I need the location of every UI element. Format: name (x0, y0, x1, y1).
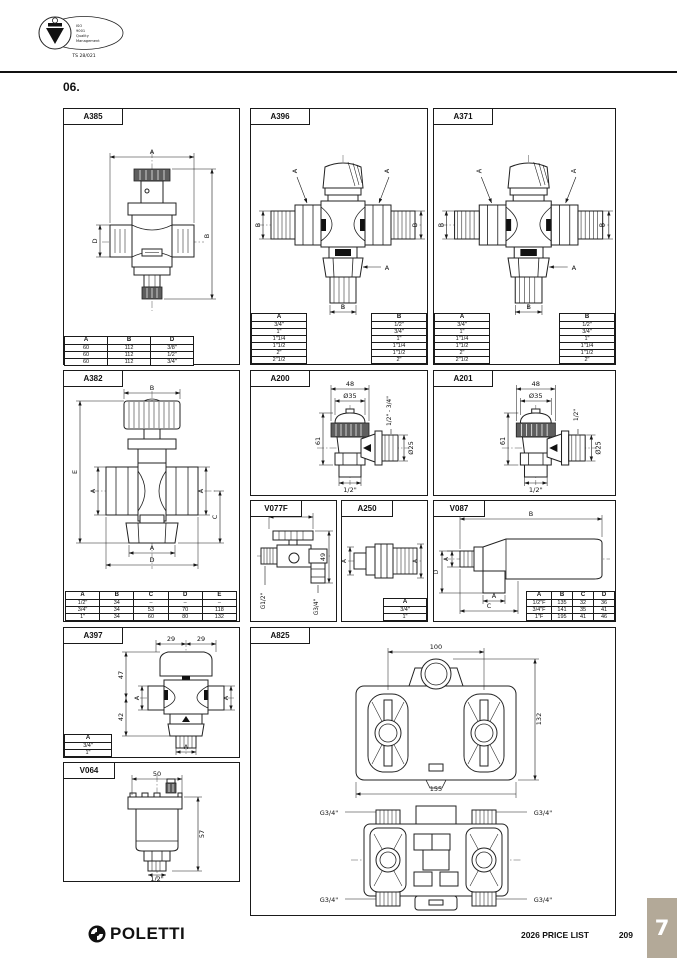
panel-v087 (433, 500, 616, 622)
certification-badge (36, 14, 128, 62)
dim-label: 47 (117, 670, 125, 680)
panel-a385-label: A385 (64, 109, 123, 125)
a385-drawing (64, 109, 239, 364)
panel-a250-label: A250 (342, 501, 393, 517)
a382-dim-table: A B C D E 1/2" 34 – – – 3/4" 34 53 70 118 1" 34 60 80 132 (65, 591, 237, 621)
dim-label: 61 (314, 436, 322, 446)
badge-line2: 9001 (76, 29, 86, 33)
dim-label: 50 (152, 770, 162, 778)
dim-label: A (149, 544, 155, 552)
a371-table-b: B 1/2" 3/4" 1" 1"1/4 1"1/2 2" (559, 313, 615, 364)
dim-label: B (528, 510, 534, 518)
dim-label: 49 (319, 552, 327, 562)
dim-label: A (342, 559, 348, 563)
dim-label: 57 (198, 829, 206, 839)
panel-a385 (63, 108, 240, 365)
dim-label: 1/2" (528, 486, 543, 494)
panel-v077f-label: V077F (251, 501, 302, 517)
panel-a396 (250, 108, 428, 365)
dim-label: A (183, 743, 189, 751)
badge-line1: ISO (76, 24, 83, 28)
panel-a396-label: A396 (251, 109, 310, 125)
dim-label: G3/4" (319, 809, 339, 817)
dim-label: D (91, 238, 99, 244)
dim-label: Ø35 (528, 392, 543, 400)
a382-drawing (64, 371, 239, 621)
badge-cert-number: TS 28/021 (72, 54, 96, 59)
dim-label: A (197, 488, 205, 494)
v064-drawing (64, 763, 239, 881)
section-number: 06. (63, 80, 80, 94)
chapter-tab: 7 (647, 898, 677, 958)
dim-label: B (203, 233, 211, 239)
dim-label: G1/2" (261, 592, 267, 610)
dim-label: A (149, 148, 155, 156)
dim-label: B (411, 222, 419, 228)
a200-drawing (251, 371, 427, 495)
panel-a825-label: A825 (251, 628, 310, 644)
dim-label: B (526, 303, 531, 311)
dim-label: A (569, 168, 578, 174)
panel-a371 (433, 108, 616, 365)
panel-v064 (63, 762, 240, 882)
panel-a200-label: A200 (251, 371, 310, 387)
panel-a371-label: A371 (434, 109, 493, 125)
dim-label: E (71, 469, 79, 475)
panel-v077f (250, 500, 337, 622)
v087-dim-table: A B C D 1/2"F 135 32 36 3/4"F 141 35 41 1"F 195 41 46 (526, 591, 615, 621)
dim-label: A (491, 592, 497, 600)
a825-drawing (251, 628, 615, 915)
a396-table-b: B 1/2" 3/4" 1" 1"1/4 1"1/2 2" (371, 313, 427, 364)
panel-a200 (250, 370, 428, 496)
dim-label: 48 (531, 380, 541, 388)
panel-a201-label: A201 (434, 371, 493, 387)
dim-label: 1/2" (150, 875, 164, 881)
dim-label: 61 (498, 436, 507, 446)
dim-label: C (486, 602, 492, 610)
page-number: 209 (618, 930, 633, 940)
dim-label: G3/4" (533, 809, 553, 817)
dim-label: A (89, 488, 97, 494)
dim-label: 132 (535, 712, 543, 726)
dim-label: B (254, 222, 262, 228)
dim-label: Ø25 (594, 441, 603, 455)
dim-label: B (598, 222, 607, 228)
dim-label: B (149, 384, 155, 392)
dim-label: 1/2" (343, 486, 357, 494)
a396-table-a: A 3/4" 1" 1"1/4 1"1/2 2" 2"1/2 (251, 313, 307, 364)
poletti-logo-icon (88, 925, 106, 943)
panel-a397-label: A397 (64, 628, 123, 644)
panel-a382-label: A382 (64, 371, 123, 387)
dim-label: 42 (117, 712, 125, 722)
panel-a397 (63, 627, 240, 758)
a385-dim-table: A B D 60 112 3/8" 60 112 1/2" 60 112 3/4" (64, 336, 194, 366)
dim-label: A (475, 168, 484, 174)
dim-label: 155 (429, 785, 443, 793)
dim-label: 29 (196, 635, 206, 643)
dim-label: A (383, 168, 391, 174)
a250-dim-table: A 3/4" 1" (383, 598, 427, 621)
dim-label: D (149, 556, 155, 564)
badge-line4: Management (76, 39, 100, 43)
dim-label: G3/4" (319, 896, 339, 904)
dim-label: A (133, 695, 141, 701)
dim-label: A (444, 557, 450, 561)
dim-label: B (437, 222, 446, 228)
a201-drawing (434, 371, 615, 495)
panel-v087-label: V087 (434, 501, 485, 517)
panel-a201 (433, 370, 616, 496)
dim-label: 1/2" - 3/4" (387, 396, 393, 426)
badge-line3: Quality (76, 34, 89, 38)
dim-label: A (384, 264, 390, 272)
dim-label: 29 (166, 635, 176, 643)
dim-label: 100 (429, 643, 443, 651)
top-rule (0, 71, 677, 73)
dim-label: Ø25 (407, 441, 415, 455)
dim-label: G3/4" (533, 896, 553, 904)
dim-label: 1/2" (573, 408, 581, 422)
dim-label: A (571, 264, 577, 272)
a371-table-a: A 3/4" 1" 1"1/4 1"1/2 2" 2"1/2 (434, 313, 490, 364)
dim-label: 48 (345, 380, 355, 388)
panel-a825 (250, 627, 616, 916)
panel-a382 (63, 370, 240, 622)
dim-label: A (222, 695, 230, 701)
dim-label: D (434, 569, 440, 575)
dim-label: B (340, 303, 346, 311)
dim-label: A (413, 559, 419, 563)
dim-label: G3/4" (314, 598, 320, 616)
dim-label: C (211, 514, 219, 520)
v077f-drawing (251, 501, 336, 621)
a397-dim-table: A 3/4" 1" (64, 734, 112, 757)
dim-label: Ø35 (343, 392, 357, 400)
dim-label: A (291, 168, 299, 174)
price-list-label: 2026 PRICE LIST (520, 930, 589, 940)
panel-a250 (341, 500, 428, 622)
brand-name: POLETTI (110, 924, 186, 943)
brand-logo (88, 924, 185, 944)
panel-v064-label: V064 (64, 763, 115, 779)
